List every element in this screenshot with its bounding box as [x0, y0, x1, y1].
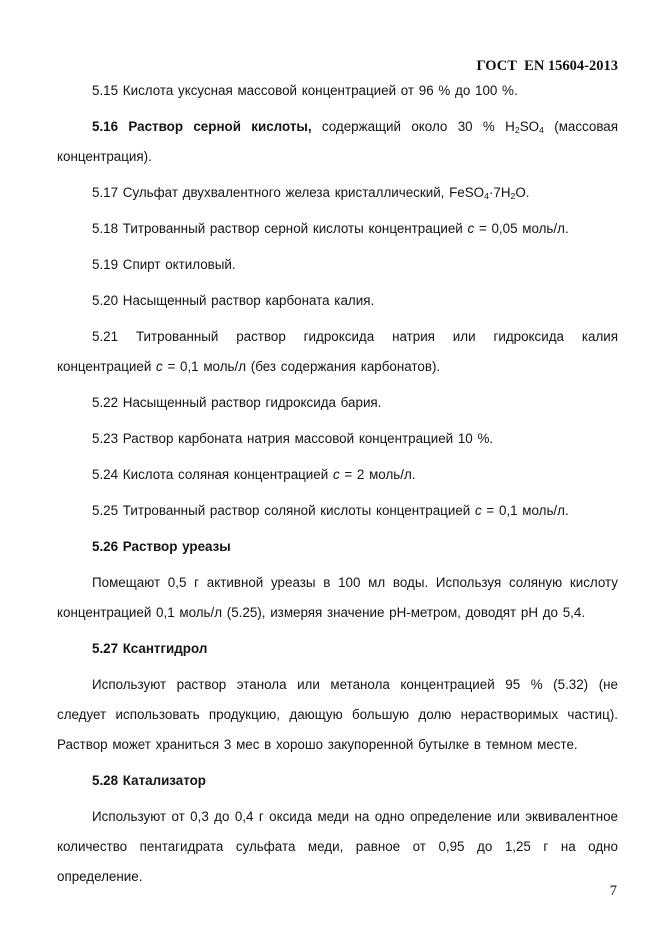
text-run: Помещают 0,5 г активной уреазы в 100 мл воды. Используя соляную кислоту концентрацией 0,1 моль/л (5.25), измеряя значение pH-метром, доводят pH до 5,4. — [57, 575, 618, 620]
text-run: 5.27 Ксантгидрол — [92, 641, 208, 656]
text-run: 5.20 Насыщенный раствор карбоната калия. — [92, 293, 375, 308]
text-run: = 0,1 моль/л (без содержания карбонатов). — [162, 359, 441, 374]
clause-5-19 — [57, 250, 618, 280]
subscript-run: 4 — [539, 125, 544, 136]
clause-5-25 — [57, 496, 618, 526]
text-run: 5.17 Сульфат двухвалентного железа кристаллический, FeSO — [92, 185, 485, 200]
clause-5-27-text — [57, 670, 618, 760]
text-run: (массовая концентрация). — [57, 119, 618, 164]
clause-5-26-heading — [57, 532, 618, 562]
text-run: 5.21 Титрованный раствор гидроксида натрия или гидроксида калия концентрацией — [57, 329, 618, 374]
text-run: 5.22 Насыщенный раствор гидроксида бария. — [92, 395, 382, 410]
clause-5-26-text — [57, 568, 618, 628]
text-run: c — [156, 359, 163, 374]
clause-5-18 — [57, 214, 618, 244]
clause-5-17 — [57, 178, 618, 208]
clause-5-22 — [57, 388, 618, 418]
clause-5-15 — [57, 76, 618, 106]
text-run: = 0,1 моль/л. — [481, 503, 569, 518]
text-run: c — [474, 503, 482, 518]
clause-5-28-text — [57, 802, 618, 892]
clause-5-16 — [57, 112, 618, 172]
text-run: = 0,05 моль/л. — [474, 221, 569, 236]
text-run: c — [332, 467, 340, 482]
clause-5-28-heading — [57, 766, 618, 796]
text-run: 5.15 Кислота уксусная массовой концентрацией от 96 % до 100 %. — [92, 83, 518, 98]
document-header-title: ГОСТ EN 15604-2013 — [476, 58, 618, 74]
text-run: ·7H — [488, 185, 511, 200]
clause-5-20 — [57, 286, 618, 316]
text-run: 5.28 Катализатор — [92, 773, 206, 788]
text-run: Используют от 0,3 до 0,4 г оксида меди на одно определение или эквивалентное количество пентагидрата сульфата меди, равное от 0,95 до 1,25 г на одно определение. — [57, 809, 618, 884]
text-run: 5.24 Кислота соляная концентрацией — [92, 467, 333, 482]
text-run: содержащий около 30 % H — [311, 119, 515, 134]
text-run: 5.18 Титрованный раствор серной кислоты концентрацией — [92, 221, 468, 236]
subscript-run: 2 — [514, 125, 520, 136]
document-body — [57, 76, 618, 892]
text-run: O. — [515, 185, 530, 200]
text-run: c — [467, 221, 475, 236]
clause-5-23 — [57, 424, 618, 454]
text-run: 5.19 Спирт октиловый. — [92, 257, 236, 272]
clause-5-21 — [57, 322, 618, 382]
clause-5-27-heading — [57, 634, 618, 664]
text-run: 5.16 Раствор серной кислоты, — [92, 119, 312, 134]
page-number: 7 — [609, 883, 617, 899]
text-run: 5.26 Раствор уреазы — [92, 539, 231, 554]
text-run: = 2 моль/л. — [339, 467, 416, 482]
text-run: 5.25 Титрованный раствор соляной кислоты концентрацией — [92, 503, 475, 518]
subscript-run: 2 — [510, 191, 516, 202]
text-run: SO — [519, 119, 540, 134]
clause-5-24 — [57, 460, 618, 490]
text-run: 5.23 Раствор карбоната натрия массовой концентрацией 10 %. — [92, 431, 494, 446]
text-run: Используют раствор этанола или метанола концентрацией 95 % (5.32) (не следует использовать продукцию, дающую большую долю нерастворимых частиц). Раствор может храниться 3 мес в хорошо закупоренной бутылке в темном месте. — [57, 677, 618, 752]
subscript-run: 4 — [484, 191, 489, 202]
